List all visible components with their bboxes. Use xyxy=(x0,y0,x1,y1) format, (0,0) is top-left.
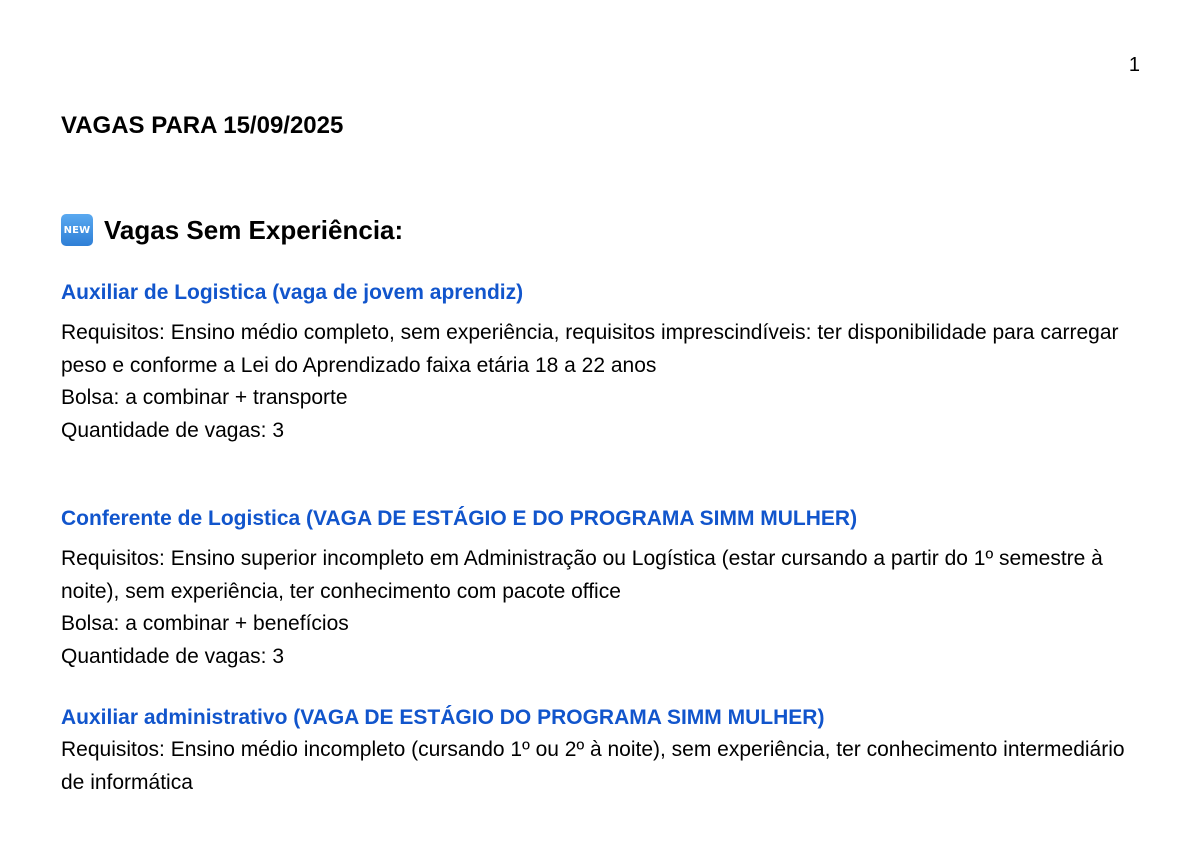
job-title: Conferente de Logistica (VAGA DE ESTÁGIO E DO PROGRAMA SIMM MULHER) xyxy=(61,507,858,530)
job-details xyxy=(61,543,1151,673)
job-requirements: Requisitos: Ensino médio incompleto (cursando 1º ou 2º à noite), sem experiência, ter conhecimento intermediário de informática xyxy=(61,738,1125,794)
job-details xyxy=(61,734,1151,799)
section-heading xyxy=(61,214,403,246)
job-title: Auxiliar administrativo (VAGA DE ESTÁGIO DO PROGRAMA SIMM MULHER) xyxy=(61,706,825,729)
job-listing xyxy=(61,704,1151,799)
document-title: VAGAS PARA 15/09/2025 xyxy=(61,112,344,139)
job-listing xyxy=(61,505,1151,673)
job-stipend: Bolsa: a combinar + benefícios xyxy=(61,612,349,635)
page-number: 1 xyxy=(1128,54,1140,76)
job-listing xyxy=(61,279,1151,447)
job-quantity: Quantidade de vagas: 3 xyxy=(61,644,285,668)
job-title: Auxiliar de Logistica (vaga de jovem aprendiz) xyxy=(61,281,524,304)
job-requirements: Requisitos: Ensino superior incompleto em Administração ou Logística (estar cursando a partir do 1º semestre à noite), sem experiência, ter conhecimento com pacote office xyxy=(61,547,1103,603)
job-requirements: Requisitos: Ensino médio completo, sem experiência, requisitos imprescindíveis: ter disponibilidade para carregar peso e conforme a Lei do Aprendizado faixa etária 18 a 22 anos xyxy=(61,321,1119,377)
section-heading-text: Vagas Sem Experiência: xyxy=(104,214,404,245)
new-badge-icon: NEW xyxy=(61,214,93,246)
job-details xyxy=(61,317,1151,447)
job-quantity: Quantidade de vagas: 3 xyxy=(61,418,285,442)
job-stipend: Bolsa: a combinar + transporte xyxy=(61,386,348,409)
